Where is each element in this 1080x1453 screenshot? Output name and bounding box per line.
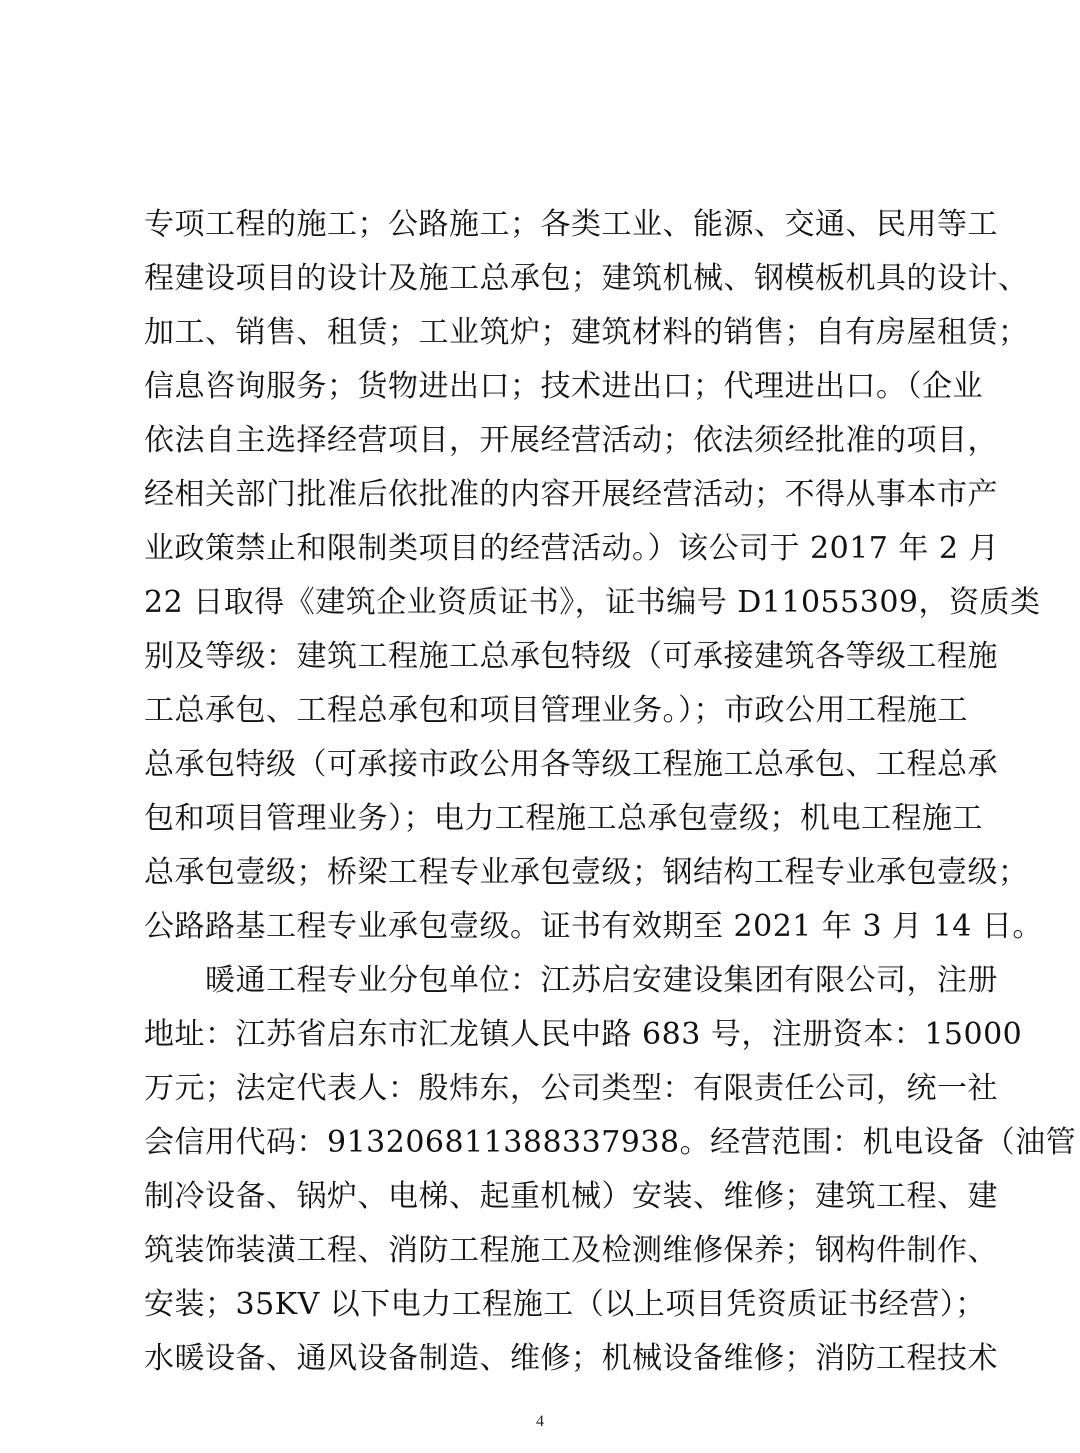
text-line: 依法自主选择经营项目，开展经营活动；依法须经批准的项目，	[144, 423, 998, 458]
text-line: 制冷设备、锅炉、电梯、起重机械）安装、维修；建筑工程、建	[144, 1179, 998, 1214]
text-line: 专项工程的施工；公路施工；各类工业、能源、交通、民用等工	[144, 207, 998, 242]
text-line: 信息咨询服务；货物进出口；技术进出口；代理进出口。（企业	[144, 369, 983, 404]
text-line: 经相关部门批准后依批准的内容开展经营活动；不得从事本市产	[144, 477, 998, 512]
text-line: 22 日取得《建筑企业资质证书》，证书编号 D11055309，资质类	[144, 585, 1041, 620]
text-line: 总承包壹级；桥梁工程专业承包壹级；钢结构工程专业承包壹级；	[144, 855, 1029, 890]
text-line: 万元；法定代表人：殷炜东，公司类型：有限责任公司，统一社	[144, 1071, 998, 1106]
text-line: 筑装饰装潢工程、消防工程施工及检测维修保养；钢构件制作、	[144, 1233, 998, 1268]
text-line: 包和项目管理业务）；电力工程施工总承包壹级；机电工程施工	[144, 801, 983, 836]
text-line: 程建设项目的设计及施工总承包；建筑机械、钢模板机具的设计、	[144, 261, 1029, 296]
text-line: 暖通工程专业分包单位：江苏启安建设集团有限公司，注册	[144, 963, 998, 998]
text-line: 地址：江苏省启东市汇龙镇人民中路 683 号，注册资本：15000	[144, 1017, 1023, 1052]
text-line: 加工、销售、租赁；工业筑炉；建筑材料的销售；自有房屋租赁；	[144, 315, 1029, 350]
page-number: 4	[536, 1413, 544, 1430]
text-line: 水暖设备、通风设备制造、维修；机械设备维修；消防工程技术	[144, 1341, 998, 1376]
body-text	[144, 198, 1077, 1386]
text-line: 公路路基工程专业承包壹级。证书有效期至 2021 年 3 月 14 日。	[144, 909, 1043, 944]
text-line: 工总承包、工程总承包和项目管理业务。）；市政公用工程施工	[144, 693, 968, 728]
text-line: 别及等级：建筑工程施工总承包特级（可承接建筑各等级工程施	[144, 639, 998, 674]
text-line: 业政策禁止和限制类项目的经营活动。）该公司于 2017 年 2 月	[144, 531, 1000, 566]
text-line: 安装；35KV 以下电力工程施工（以上项目凭资质证书经营）；	[144, 1287, 986, 1322]
text-line: 会信用代码：913206811388337938。经营范围：机电设备（油管	[144, 1125, 1077, 1160]
text-line: 总承包特级（可承接市政公用各等级工程施工总承包、工程总承	[144, 747, 998, 782]
